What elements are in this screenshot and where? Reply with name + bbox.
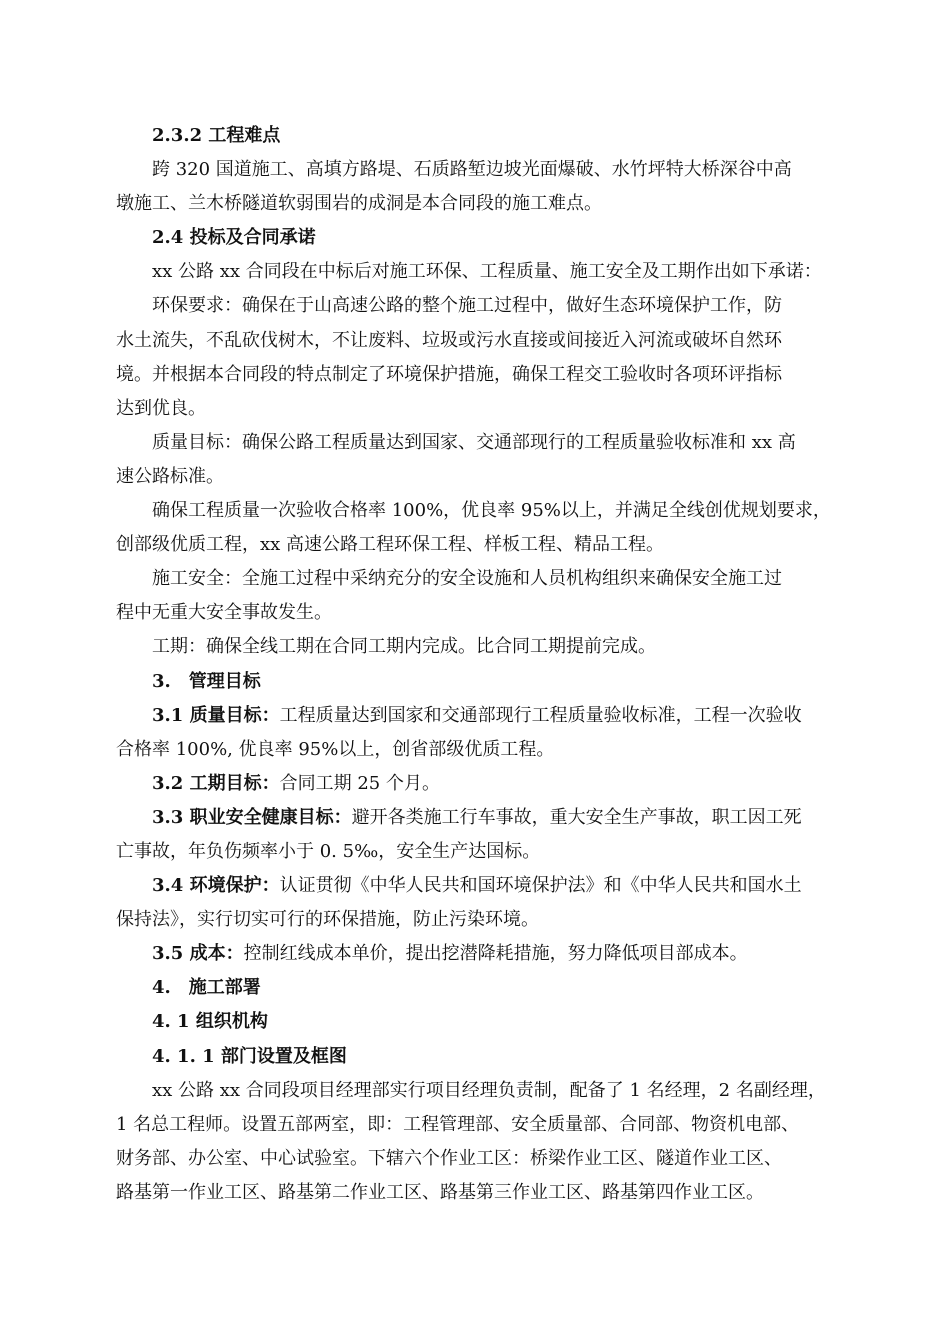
paragraph-line xyxy=(116,426,850,460)
paragraph-line xyxy=(116,1142,850,1176)
inline-label: 3.2 工期目标： xyxy=(152,772,280,794)
body-text: 水土流失，不乱砍伐树木，不让废料、垃圾或污水直接或间接近入河流或破坏自然环 xyxy=(116,329,782,351)
body-text: 确保工程质量一次验收合格率 100%，优良率 95%以上，并满足全线创优规划要求， xyxy=(152,500,831,522)
paragraph-line xyxy=(116,494,850,528)
body-text: 避开各类施工行车事故，重大安全生产事故，职工因工死 xyxy=(351,806,802,828)
body-text: 认证贯彻《中华人民共和国环境保护法》和《中华人民共和国水土 xyxy=(279,875,802,897)
paragraph-line xyxy=(116,835,850,869)
heading-4-1 xyxy=(116,1005,850,1039)
inline-label: 3.4 环境保护： xyxy=(152,875,280,897)
heading-text: 4. 1. 1 部门设置及框图 xyxy=(152,1045,347,1067)
paragraph-line xyxy=(116,801,850,835)
heading-text: 4. 1 组织机构 xyxy=(152,1011,268,1033)
body-text: 1 名总工程师。设置五部两室，即：工程管理部、安全质量部、合同部、物资机电部、 xyxy=(116,1113,800,1135)
body-text: 施工安全：全施工过程中采纳充分的安全设施和人员机构组织来确保安全施工过 xyxy=(152,568,782,590)
body-text: 环保要求：确保在于山高速公路的整个施工过程中，做好生态环境保护工作，防 xyxy=(152,295,782,317)
paragraph-line xyxy=(116,528,850,562)
body-text: 工期：确保全线工期在合同工期内完成。比合同工期提前完成。 xyxy=(152,636,656,658)
paragraph-line xyxy=(116,767,850,801)
paragraph-line xyxy=(116,699,850,733)
body-text: 程中无重大安全事故发生。 xyxy=(116,602,332,624)
heading-4 xyxy=(116,971,850,1005)
inline-label: 3.1 质量目标： xyxy=(152,704,280,726)
paragraph-line xyxy=(116,903,850,937)
body-text: xx 公路 xx 合同段项目经理部实行项目经理负责制，配备了 1 名经理，2 名副经理， xyxy=(152,1079,826,1101)
paragraph-line xyxy=(116,596,850,630)
body-text: 创部级优质工程，xx 高速公路工程环保工程、样板工程、精品工程。 xyxy=(116,534,665,556)
body-text: xx 公路 xx 合同段在中标后对施工环保、工程质量、施工安全及工期作出如下承诺： xyxy=(152,261,822,283)
body-text: 跨 320 国道施工、高填方路堤、石质路堑边坡光面爆破、水竹坪特大桥深谷中高 xyxy=(152,159,792,181)
heading-4-1-1 xyxy=(116,1040,850,1074)
body-text: 境。并根据本合同段的特点制定了环境保护措施，确保工程交工验收时各项环评指标 xyxy=(116,363,782,385)
paragraph-line xyxy=(116,255,850,289)
body-text: 质量目标：确保公路工程质量达到国家、交通部现行的工程质量验收标准和 xx 高 xyxy=(152,431,796,453)
paragraph-line xyxy=(116,869,850,903)
paragraph-line xyxy=(116,358,850,392)
paragraph-line xyxy=(116,392,850,426)
paragraph-line xyxy=(116,187,850,221)
body-text: 达到优良。 xyxy=(116,397,206,419)
paragraph-line xyxy=(116,630,850,664)
paragraph-line xyxy=(116,562,850,596)
paragraph-line xyxy=(116,153,850,187)
body-text: 合格率 100%, 优良率 95%以上，创省部级优质工程。 xyxy=(116,738,555,760)
body-text: 合同工期 25 个月。 xyxy=(279,772,440,794)
body-text: 速公路标准。 xyxy=(116,465,224,487)
heading-3 xyxy=(116,665,850,699)
paragraph-line xyxy=(116,1074,850,1108)
heading-2-4 xyxy=(116,221,850,255)
body-text: 路基第一作业工区、路基第二作业工区、路基第三作业工区、路基第四作业工区。 xyxy=(116,1181,764,1203)
body-text: 控制红线成本单价，提出挖潜降耗措施，努力降低项目部成本。 xyxy=(243,943,748,965)
body-text: 墩施工、兰木桥隧道软弱围岩的成洞是本合同段的施工难点。 xyxy=(116,193,602,215)
body-text: 工程质量达到国家和交通部现行工程质量验收标准，工程一次验收 xyxy=(279,704,802,726)
body-text: 亡事故，年负伤频率小于 0. 5‰，安全生产达国标。 xyxy=(116,840,541,862)
inline-label: 3.5 成本： xyxy=(152,943,244,965)
paragraph-line xyxy=(116,937,850,971)
heading-text: 2.3.2 工程难点 xyxy=(152,125,281,146)
inline-label: 3.3 职业安全健康目标： xyxy=(152,806,352,828)
heading-text: 4. 施工部署 xyxy=(152,977,261,999)
paragraph-line xyxy=(116,733,850,767)
paragraph-line xyxy=(116,289,850,323)
paragraph-line xyxy=(116,1108,850,1142)
paragraph-line xyxy=(116,1176,850,1210)
body-text: 保持法》，实行切实可行的环保措施，防止污染环境。 xyxy=(116,909,539,931)
heading-2-3-2 xyxy=(116,119,850,153)
heading-text: 2.4 投标及合同承诺 xyxy=(152,227,316,249)
paragraph-line xyxy=(116,324,850,358)
body-text: 财务部、办公室、中心试验室。下辖六个作业工区：桥梁作业工区、隧道作业工区、 xyxy=(116,1147,782,1169)
heading-text: 3. 管理目标 xyxy=(152,670,261,692)
paragraph-line xyxy=(116,460,850,494)
